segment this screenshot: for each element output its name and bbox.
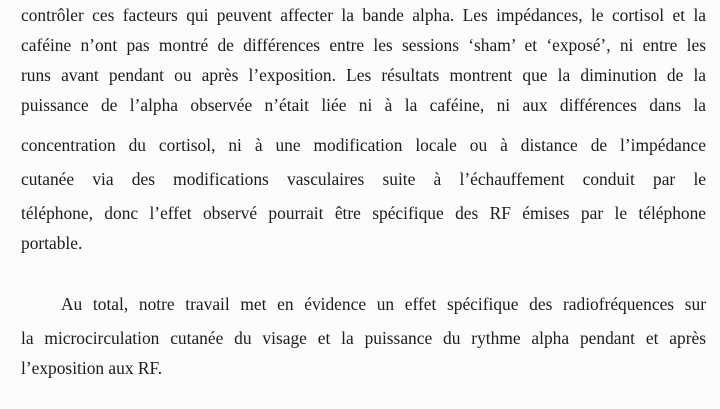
text-line: contrôler ces facteurs qui peuvent affecter la bande alpha. Les impédances, le cortisol et la [21, 5, 706, 25]
text-line: la microcirculation cutanée du visage et la puissance du rythme alpha pendant et après [21, 328, 706, 348]
text-line: cutanée via des modifications vasculaires suite à l’échauffement conduit par le [21, 169, 706, 189]
text-line: runs avant pendant ou après l’exposition. Les résultats montrent que la diminution de la [21, 65, 706, 85]
text-line: concentration du cortisol, ni à une modification locale ou à distance de l’impédance [21, 135, 706, 155]
text-line: puissance de l’alpha observée n’était liée ni à la caféine, ni aux différences dans la [21, 95, 706, 115]
text-line: caféine n’ont pas montré de différences entre les sessions ‘sham’ et ‘exposé’, ni entre les [21, 35, 706, 55]
text-line: portable. [21, 233, 83, 253]
text-line: téléphone, donc l’effet observé pourrait être spécifique des RF émises par le téléphone [21, 203, 706, 223]
text-line: l’exposition aux RF. [21, 358, 163, 378]
text-line: Au total, notre travail met en évidence un effet spécifique des radiofréquences sur [61, 294, 706, 314]
